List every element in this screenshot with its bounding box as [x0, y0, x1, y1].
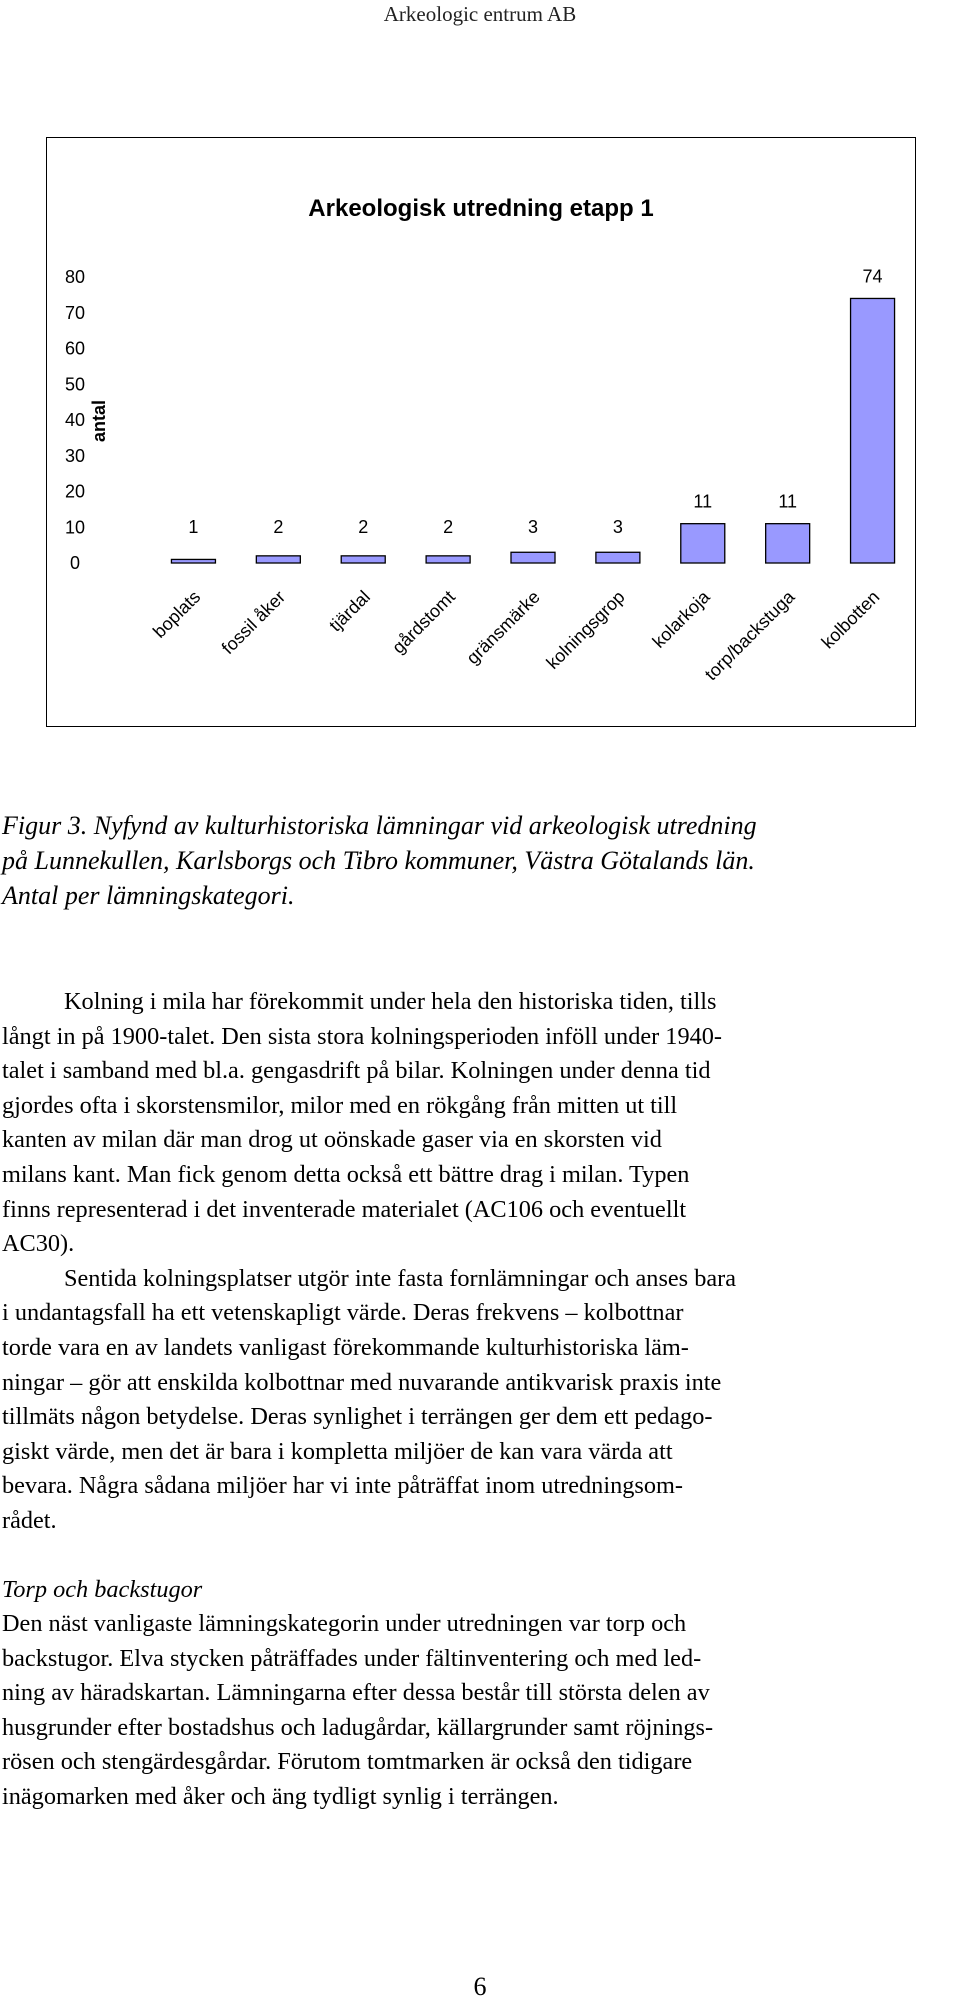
y-axis-ticks: [65, 267, 85, 573]
bar: [256, 556, 300, 563]
caption-line: Figur 3. Nyfynd av kulturhistoriska lämningar vid arkeologisk utredning: [2, 811, 757, 840]
data-label: 74: [862, 266, 883, 287]
y-tick-label: 20: [64, 481, 86, 502]
bar: [171, 559, 215, 563]
text-line: Kolning i mila har förekommit under hela den historiska tiden, tills: [64, 988, 717, 1015]
paragraph-kolning: [2, 985, 927, 1262]
text-line: AC30).: [2, 1230, 75, 1258]
data-label: 1: [188, 517, 199, 537]
y-tick-label: 0: [69, 553, 81, 573]
y-tick-label: 80: [64, 267, 86, 287]
data-label: 3: [527, 517, 539, 537]
text-line: kanten av milan där man drog ut oönskade gaser via en skorsten vid: [2, 1126, 662, 1154]
bar: [511, 552, 555, 563]
text-line: Sentida kolningsplatser utgör inte fasta fornlämningar och anses bara: [64, 1264, 737, 1292]
chart-title: Arkeologisk utredning etapp 1: [308, 195, 654, 222]
text-line: ningar – gör att enskilda kolbottnar med nuvarande antikvarisk praxis inte: [2, 1368, 722, 1396]
data-label: 2: [358, 517, 369, 537]
page-number: 6: [473, 1972, 487, 2001]
value-labels: [188, 266, 882, 537]
text-line: milans kant. Man fick genom detta också ett bättre drag i milan. Typen: [2, 1160, 690, 1188]
y-tick-label: 10: [64, 517, 86, 538]
bar: [681, 524, 725, 563]
x-tick-label: tjärdal: [325, 586, 375, 636]
data-label: 2: [273, 517, 284, 537]
y-tick-label: 40: [64, 410, 86, 430]
bar-chart: [47, 138, 915, 726]
text-line: gjordes ofta i skorstensmilor, milor med en rökgång från mitten ut till: [2, 1091, 678, 1119]
data-label: 11: [778, 491, 798, 512]
paragraph-torp: [2, 1607, 927, 1815]
text-line: backstugor. Elva stycken påträffades under fältinventering och med led-: [2, 1644, 702, 1672]
figure-caption: [2, 808, 932, 913]
bar: [426, 556, 470, 563]
x-tick-label: gårdstomt: [388, 586, 459, 658]
text-line: inägomarken med åker och äng tydligt synlig i terrängen.: [2, 1783, 559, 1811]
data-label: 2: [443, 517, 454, 537]
text-line: ning av häradskartan. Lämningarna efter dessa består till största delen av: [2, 1679, 710, 1707]
data-label: 11: [693, 491, 713, 512]
text-line: rådet.: [2, 1506, 57, 1534]
x-tick-label: fossil åker: [217, 586, 290, 659]
x-tick-label: kolarkoja: [648, 586, 714, 652]
caption-line: Antal per lämningskategori.: [2, 881, 295, 910]
text-line: talet i samband med bl.a. gengasdrift på bilar. Kolningen under denna tid: [2, 1057, 711, 1085]
text-line: husgrunder efter bostadshus och ladugårdar, källargrunder samt röjnings-: [2, 1713, 714, 1741]
caption-line: på Lunnekullen, Karlsborgs och Tibro kommuner, Västra Götalands län.: [2, 846, 755, 875]
text-line: giskt värde, men det är bara i kompletta miljöer de kan vara värda att: [2, 1437, 673, 1465]
text-line: tillmäts någon betydelse. Deras synlighet i terrängen ger dem ett pedago-: [2, 1403, 713, 1431]
text-line: i undantagsfall ha ett vetenskapligt värde. Deras frekvens – kolbottnar: [2, 1299, 684, 1327]
text-line: rösen och stengärdesgårdar. Förutom tomtmarken är också den tidigare: [2, 1748, 693, 1776]
y-tick-label: 30: [64, 445, 86, 466]
data-label: 3: [612, 517, 623, 537]
section-heading: Torp och backstugor: [2, 1575, 203, 1603]
paragraph-sentida: [2, 1262, 927, 1539]
x-tick-label: gränsmärke: [462, 586, 544, 669]
x-tick-label: kolningsgrop: [542, 586, 629, 674]
y-tick-label: 60: [64, 338, 86, 359]
bar: [596, 552, 640, 563]
bar: [341, 556, 385, 563]
text-line: bevara. Några sådana miljöer har vi inte påträffat inom utredningsom-: [2, 1472, 683, 1500]
x-axis-labels: [149, 586, 883, 684]
body-text: [2, 985, 927, 1815]
text-line: långt in på 1900-talet. Den sista stora kolningsperioden inföll under 1940-: [2, 1022, 722, 1050]
x-tick-label: kolbotten: [817, 586, 884, 653]
bar: [851, 298, 895, 563]
bar: [766, 524, 810, 563]
page-header: Arkeologic entrum AB: [383, 2, 577, 26]
text-line: finns representerad i det inventerade materialet (AC106 och eventuellt: [2, 1195, 687, 1223]
text-line: torde vara en av landets vanligast förekommande kulturhistoriska läm-: [2, 1333, 689, 1361]
x-tick-label: torp/backstuga: [700, 586, 799, 685]
x-tick-label: boplats: [149, 586, 205, 642]
chart-frame: [46, 137, 916, 727]
y-axis-label: antal: [89, 399, 109, 443]
y-tick-label: 50: [64, 374, 86, 395]
y-tick-label: 70: [64, 302, 86, 323]
text-line: Den näst vanligaste lämningskategorin under utredningen var torp och: [2, 1610, 687, 1638]
